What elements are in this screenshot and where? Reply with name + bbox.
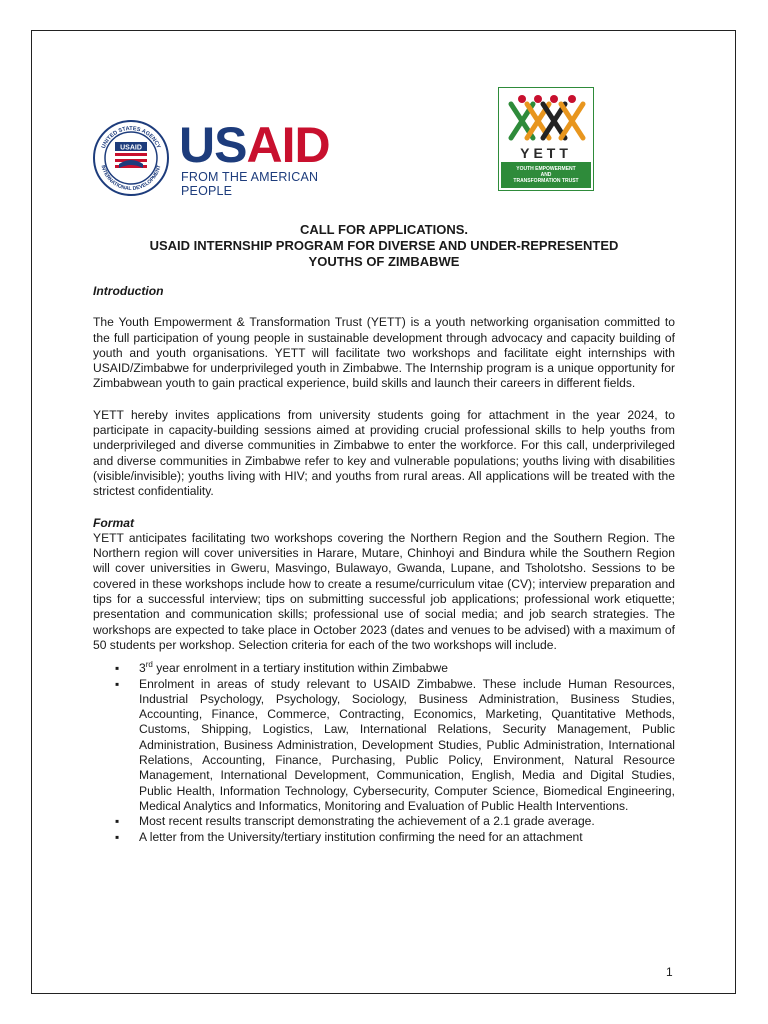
intro-paragraph-1: The Youth Empowerment & Transformation Trust (YETT) is a youth networking organisation committed to the full participation of young people in sustainable development through advocacy and capacity building of youth and youth organisations. YETT will facilitate two workshops and facilitate eight internships with USAID/Zimbabwe for underprivileged youth in Zimbabwe. The Internship program is a unique opportunity for Zimbabwean youth to gain practical experience, build skills and launch their careers in different fields. [93, 315, 675, 391]
criteria-item-transcript: ▪ Most recent results transcript demonstrating the achievement of a 2.1 grade average. [93, 814, 675, 829]
usaid-logo [93, 118, 363, 196]
seal-bottom-text: INTERNATIONAL DEVELOPMENT [99, 164, 163, 193]
criteria-item-letter: ▪ A letter from the University/tertiary institution confirming the need for an attachment [93, 830, 675, 845]
intro-paragraph-2: YETT hereby invites applications from university students going for attachment in the year 2024, to participate in capacity-building sessions aimed at providing crucial professional skills to help youths from underprivileged and diverse communities in Zimbabwe to enter the workforce. For this call, underprivileged and diverse communities in Zimbabwe refer to key and vulnerable populations; youths living with disabilities (visible/invisible); youths living with HIV; and youths from rural areas. All applications will be treated with the strictest confidentiality. [93, 407, 675, 499]
yett-band-line2: AND [540, 172, 552, 178]
format-paragraph: YETT anticipates facilitating two workshops covering the Northern Region and the Southern Region. The Northern region will cover universities in Harare, Mutare, Chinhoyi and Bindura while the Southern Region will cover universities in Gweru, Masvingo, Bulawayo, Gwanda, Lupane, and Tsholotsho. Sessions to be covered in these workshops include how to create a resume/curriculum vitae (CV); interview preparation and tips for a successful interview; tips on submitting successful job applications; professional work etiquette; presentation and communication skills; professional use of social media; and job search strategies. The workshops are expected to take place in October 2023 (dates and venues to be advised) with a maximum of 50 students per workshop. Selection criteria for each of the two workshops will include. [93, 530, 675, 652]
criteria-year-num: 3 [139, 661, 146, 676]
criteria-list [93, 661, 675, 845]
yett-band [501, 162, 591, 188]
title-line-1: CALL FOR APPLICATIONS. [299, 222, 469, 237]
criteria-item-study-areas: ▪ Enrolment in areas of study relevant to USAID Zimbabwe. These include Human Resources, Industrial Psychology, Psychology, Sociology, Business Administration, Business Studies, Accounting, Finance, Commerce, Contracting, Economics, Marketing, Quantitative Methods, Customs, Shipping, Logistics, Law, International Relations, Security Management, Public Administration, Business Administration, Development Studies, Public Administration, International Relations, Accounting, Finance, Purchasing, Public Policy, Environment, Natural Resource Management, International Development, Communication, English, Media and Digital Studies, Public Health, Information Technology, Cybersecurity, Computer Science, Biomedical Engineering, Medical Analytics and Informatics, Monitoring and Evaluation of Public Health Interventions. [93, 677, 675, 815]
usaid-tagline: FROM THE AMERICAN PEOPLE [181, 170, 319, 198]
yett-logo [498, 87, 594, 191]
criteria-year-sup: rd [145, 660, 153, 670]
usaid-seal-icon [93, 120, 169, 196]
yett-band-line1: YOUTH EMPOWERMENT [516, 166, 576, 172]
yett-figures-icon [507, 94, 587, 144]
usaid-word-aid: AID [246, 117, 330, 173]
seal-badge-text: USAID [120, 144, 142, 152]
yett-band-line3: TRANSFORMATION TRUST [513, 178, 579, 184]
usaid-word-us: US [179, 117, 247, 173]
criteria-year-rest: year enrolment in a tertiary institution within Zimbabwe [152, 661, 448, 676]
criteria-item-year [93, 661, 675, 676]
page-number: 1 [666, 965, 673, 979]
usaid-wordmark [179, 117, 330, 173]
format-heading: Format [93, 515, 134, 530]
title-line-3: YOUTHS OF ZIMBABWE [308, 254, 460, 269]
seal-top-text: UNITED STATES AGENCY [100, 126, 162, 150]
intro-heading: Introduction [93, 284, 164, 298]
yett-wordmark: YETT [520, 145, 572, 161]
document-body [93, 284, 675, 845]
title-line-2: USAID INTERNSHIP PROGRAM FOR DIVERSE AND UNDER-REPRESENTED [149, 238, 619, 253]
document-title [60, 222, 708, 270]
